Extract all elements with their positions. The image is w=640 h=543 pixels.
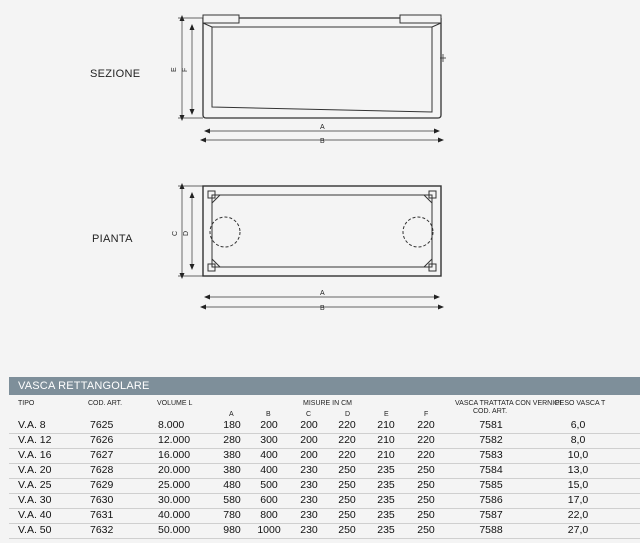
col-head-weight: PESO VASCA T bbox=[555, 400, 606, 407]
cell-a: 280 bbox=[223, 434, 241, 446]
cell-tipo: V.A. 30 bbox=[18, 494, 52, 506]
plan-view-label: PIANTA bbox=[92, 233, 133, 245]
section-dimensions bbox=[178, 18, 441, 140]
dim-label-a-plan: A bbox=[320, 290, 325, 297]
cell-a: 380 bbox=[223, 449, 241, 461]
cell-cod: 7632 bbox=[90, 524, 114, 536]
cell-a: 380 bbox=[223, 464, 241, 476]
cell-c: 230 bbox=[300, 494, 318, 506]
col-head-volume: VOLUME L bbox=[157, 400, 193, 407]
cell-weight: 8,0 bbox=[570, 434, 586, 446]
cell-b: 1000 bbox=[257, 524, 281, 536]
cell-treated: 7585 bbox=[479, 479, 503, 491]
col-head-d: D bbox=[345, 411, 351, 418]
cell-d: 220 bbox=[338, 449, 356, 461]
cell-weight: 22,0 bbox=[567, 509, 589, 521]
cell-cod: 7626 bbox=[90, 434, 114, 446]
cell-cod: 7630 bbox=[90, 494, 114, 506]
cell-volume: 40.000 bbox=[158, 509, 191, 521]
cell-d: 220 bbox=[338, 419, 356, 431]
cell-weight: 17,0 bbox=[567, 494, 589, 506]
cell-b: 300 bbox=[260, 434, 278, 446]
cell-f: 250 bbox=[417, 524, 435, 536]
cell-e: 235 bbox=[377, 509, 395, 521]
dim-label-f: F bbox=[182, 67, 189, 72]
col-head-group-measures: MISURE IN CM bbox=[303, 400, 352, 407]
cell-cod: 7627 bbox=[90, 449, 114, 461]
spec-table bbox=[0, 374, 640, 543]
col-head-f: F bbox=[424, 411, 429, 418]
section-view bbox=[203, 15, 446, 118]
row-divider bbox=[9, 538, 640, 539]
cell-cod: 7625 bbox=[90, 419, 114, 431]
cell-c: 230 bbox=[300, 509, 318, 521]
col-head-cod: COD. ART. bbox=[88, 400, 123, 407]
cell-a: 480 bbox=[223, 479, 241, 491]
dim-label-c: C bbox=[172, 230, 179, 236]
cell-volume: 30.000 bbox=[158, 494, 191, 506]
cell-e: 235 bbox=[377, 524, 395, 536]
cell-f: 250 bbox=[417, 509, 435, 521]
col-head-b: B bbox=[266, 411, 271, 418]
cell-d: 250 bbox=[338, 479, 356, 491]
dim-label-a-section: A bbox=[320, 124, 325, 131]
dim-label-d: D bbox=[183, 230, 190, 236]
cell-b: 500 bbox=[260, 479, 278, 491]
cell-volume: 16.000 bbox=[158, 449, 191, 461]
col-head-tipo: TIPO bbox=[18, 400, 35, 407]
cell-tipo: V.A. 40 bbox=[18, 509, 52, 521]
dim-label-e: E bbox=[171, 67, 178, 72]
cell-e: 210 bbox=[377, 449, 395, 461]
cell-volume: 8.000 bbox=[158, 419, 185, 431]
cell-volume: 20.000 bbox=[158, 464, 191, 476]
cell-tipo: V.A. 16 bbox=[18, 449, 52, 461]
cell-treated: 7588 bbox=[479, 524, 503, 536]
cell-b: 800 bbox=[260, 509, 278, 521]
section-view-label: SEZIONE bbox=[90, 68, 141, 80]
table-title: VASCA RETTANGOLARE bbox=[9, 377, 640, 395]
cell-f: 220 bbox=[417, 434, 435, 446]
col-head-e: E bbox=[384, 411, 389, 418]
cell-weight: 27,0 bbox=[567, 524, 589, 536]
plan-dimensions bbox=[178, 186, 441, 307]
cell-weight: 10,0 bbox=[567, 449, 589, 461]
cell-c: 230 bbox=[300, 479, 318, 491]
cell-treated: 7587 bbox=[479, 509, 503, 521]
cell-a: 780 bbox=[223, 509, 241, 521]
cell-volume: 25.000 bbox=[158, 479, 191, 491]
cell-a: 180 bbox=[223, 419, 241, 431]
cell-treated: 7584 bbox=[479, 464, 503, 476]
plan-view bbox=[203, 186, 441, 276]
col-head-c: C bbox=[306, 411, 312, 418]
cell-treated: 7586 bbox=[479, 494, 503, 506]
cell-e: 210 bbox=[377, 419, 395, 431]
cell-e: 235 bbox=[377, 464, 395, 476]
cell-f: 220 bbox=[417, 449, 435, 461]
cell-d: 250 bbox=[338, 464, 356, 476]
cell-c: 200 bbox=[300, 434, 318, 446]
cell-e: 210 bbox=[377, 434, 395, 446]
cell-weight: 15,0 bbox=[567, 479, 589, 491]
cell-tipo: V.A. 50 bbox=[18, 524, 52, 536]
cell-a: 980 bbox=[223, 524, 241, 536]
cell-tipo: V.A. 12 bbox=[18, 434, 52, 446]
cell-d: 250 bbox=[338, 524, 356, 536]
cell-f: 220 bbox=[417, 419, 435, 431]
cell-c: 200 bbox=[300, 449, 318, 461]
cell-d: 220 bbox=[338, 434, 356, 446]
cell-treated: 7581 bbox=[479, 419, 503, 431]
cell-a: 580 bbox=[223, 494, 241, 506]
cell-b: 600 bbox=[260, 494, 278, 506]
cell-volume: 12.000 bbox=[158, 434, 191, 446]
dim-label-b-section: B bbox=[320, 138, 325, 145]
dim-label-b-plan: B bbox=[320, 305, 325, 312]
cell-weight: 13,0 bbox=[567, 464, 589, 476]
cell-cod: 7628 bbox=[90, 464, 114, 476]
cell-cod: 7629 bbox=[90, 479, 114, 491]
cell-e: 235 bbox=[377, 494, 395, 506]
col-head-treated-line2: COD. ART. bbox=[473, 408, 508, 415]
cell-tipo: V.A. 8 bbox=[18, 419, 46, 431]
cell-c: 230 bbox=[300, 464, 318, 476]
cell-f: 250 bbox=[417, 479, 435, 491]
cell-e: 235 bbox=[377, 479, 395, 491]
cell-b: 400 bbox=[260, 464, 278, 476]
cell-f: 250 bbox=[417, 494, 435, 506]
cell-f: 250 bbox=[417, 464, 435, 476]
cell-cod: 7631 bbox=[90, 509, 114, 521]
col-head-a: A bbox=[229, 411, 234, 418]
cell-tipo: V.A. 20 bbox=[18, 464, 52, 476]
cell-c: 230 bbox=[300, 524, 318, 536]
cell-c: 200 bbox=[300, 419, 318, 431]
cell-volume: 50.000 bbox=[158, 524, 191, 536]
cell-treated: 7583 bbox=[479, 449, 503, 461]
cell-d: 250 bbox=[338, 494, 356, 506]
cell-tipo: V.A. 25 bbox=[18, 479, 52, 491]
col-head-treated-line1: VASCA TRATTATA CON VERNICI bbox=[455, 400, 562, 407]
cell-treated: 7582 bbox=[479, 434, 503, 446]
cell-weight: 6,0 bbox=[570, 419, 586, 431]
cell-b: 400 bbox=[260, 449, 278, 461]
cell-d: 250 bbox=[338, 509, 356, 521]
cell-b: 200 bbox=[260, 419, 278, 431]
